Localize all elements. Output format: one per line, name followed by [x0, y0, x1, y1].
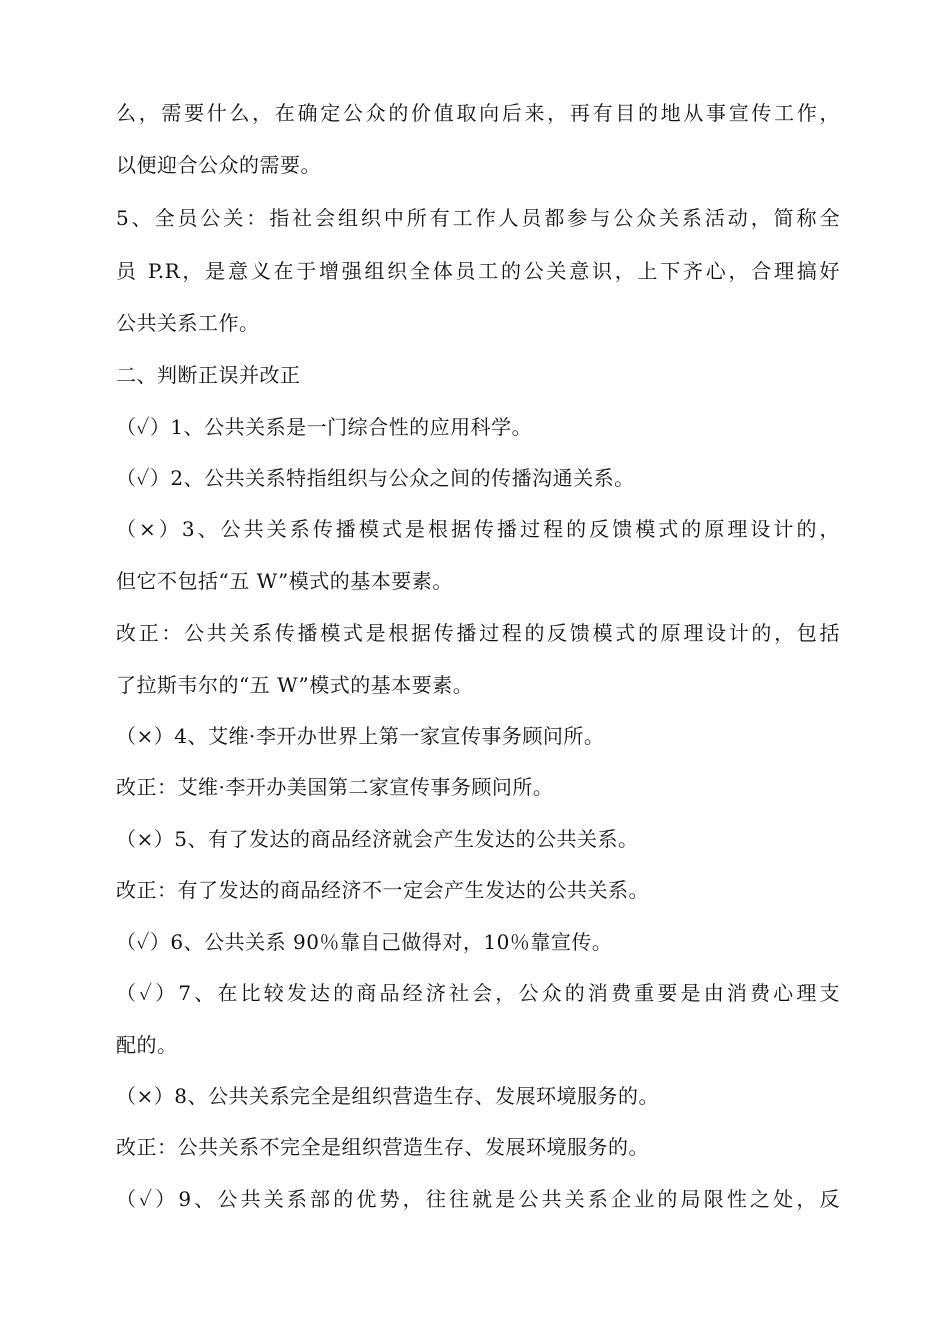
text-line: （✓）1、公共关系是一门综合性的应用科学。 [116, 415, 533, 439]
section-heading: 二、判断正误并改正 [116, 363, 301, 387]
text-line: （✓）7、在比较发达的商品经济社会，公众的消费重要是由消费心理支 [116, 981, 840, 1005]
text-line: 以便迎合公众的需要。 [116, 153, 321, 177]
text-line: 配的。 [116, 1033, 178, 1057]
text-line: 公共关系工作。 [116, 311, 260, 335]
text-line: （✓）6、公共关系 90％靠自己做得对，10％靠宣传。 [116, 930, 613, 954]
text-line: 改正：艾维·李开办美国第二家宣传事务顾问所。 [116, 775, 554, 799]
text-line: （✓）9、公共关系部的优势，往往就是公共关系企业的局限性之处，反 [116, 1187, 840, 1211]
text-line: （×）8、公共关系完全是组织营造生存、发展环境服务的。 [116, 1084, 659, 1108]
text-line: 改正：公共关系不完全是组织营造生存、发展环境服务的。 [116, 1135, 649, 1159]
text-line: （×）5、有了发达的商品经济就会产生发达的公共关系。 [116, 827, 639, 851]
text-line: 员 P.R，是意义在于增强组织全体员工的公关意识，上下齐心，合理搞好 [116, 259, 840, 283]
text-line: （×）3、公共关系传播模式是根据传播过程的反馈模式的原理设计的， [116, 517, 840, 541]
text-line: 但它不包括“五 W”模式的基本要素。 [116, 569, 453, 593]
text-line: 改正：有了发达的商品经济不一定会产生发达的公共关系。 [116, 878, 649, 902]
text-line: 么，需要什么，在确定公众的价值取向后来，再有目的地从事宣传工作， [116, 101, 840, 125]
text-line: 5、全员公关：指社会组织中所有工作人员都参与公众关系活动，简称全 [116, 206, 840, 230]
text-line: （×）4、艾维·李开办世界上第一家宣传事务顾问所。 [116, 724, 605, 748]
text-line: 改正：公共关系传播模式是根据传播过程的反馈模式的原理设计的，包括 [116, 621, 840, 645]
text-line: 了拉斯韦尔的“五 W”模式的基本要素。 [116, 673, 474, 697]
text-line: （✓）2、公共关系特指组织与公众之间的传播沟通关系。 [116, 466, 635, 490]
